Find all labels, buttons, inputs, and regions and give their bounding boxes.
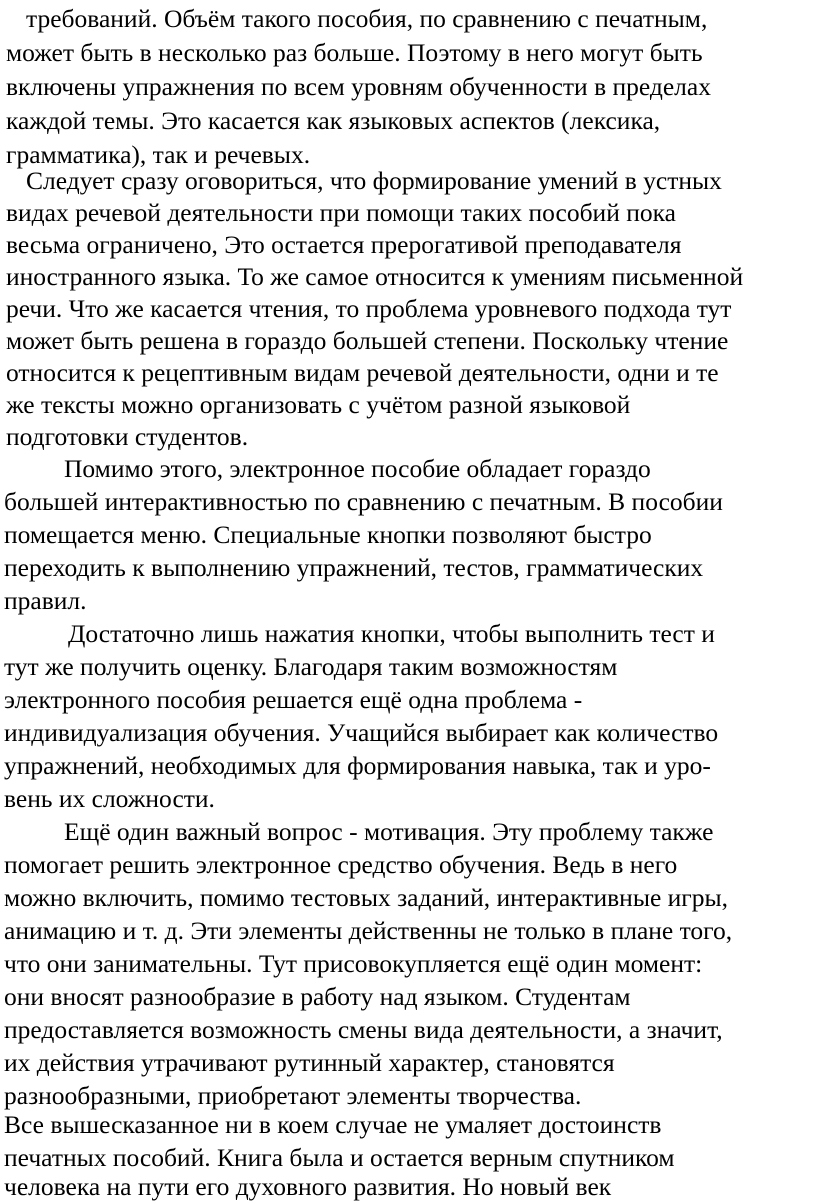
paragraph-4-line-3: электронного пособия решается ещё одна проблема - — [4, 685, 583, 714]
paragraph-5-line-7: предоставляется возможность смены вида деятельности, а значит, — [4, 1015, 723, 1044]
paragraph-6-line-2: печатных пособий. Книга была и остается верным спутником — [4, 1143, 675, 1172]
paragraph-5-line-5: что они занимательны. Тут присовокупляется ещё один момент: — [4, 949, 703, 978]
paragraph-1-line-4: каждой темы. Это касается как языковых аспектов (лексика, — [6, 106, 661, 135]
paragraph-4-line-5: упражнений, необходимых для формирования навыка, так и уро- — [4, 751, 711, 780]
paragraph-3-line-2: большей интерактивностью по сравнению с печатным. В пособии — [4, 487, 723, 516]
paragraph-5-line-6: они вносят разнообразие в работу над языком. Студентам — [4, 982, 631, 1011]
paragraph-2-line-8: же тексты можно организовать с учётом разной языковой — [6, 390, 631, 419]
paragraph-2-line-5: речи. Что же касается чтения, то проблема уровневого подхода тут — [6, 294, 732, 323]
paragraph-4-line-2: тут же получить оценку. Благодаря таким возможностям — [4, 652, 618, 681]
paragraph-4-line-6: вень их сложности. — [4, 784, 215, 813]
paragraph-6-line-1: Все вышесказанное ни в коем случае не умаляет достоинств — [4, 1110, 662, 1139]
paragraph-2-line-6: может быть решена в гораздо большей степени. Поскольку чтение — [6, 326, 729, 355]
paragraph-2-line-9: подготовки студентов. — [6, 422, 249, 451]
paragraph-3-line-4: переходить к выполнению упражнений, тестов, грамматических — [4, 553, 704, 582]
paragraph-2-line-1: Следует сразу оговориться, что формирование умений в устных — [26, 166, 722, 195]
paragraph-4-line-1: Достаточно лишь нажатия кнопки, чтобы выполнить тест и — [68, 619, 715, 648]
paragraph-5-line-4: анимацию и т. д. Эти элементы действенны не только в плане того, — [4, 916, 733, 945]
paragraph-1-line-2: может быть в несколько раз больше. Поэтому в него могут быть — [6, 38, 703, 67]
paragraph-2-line-3: весьма ограничено, Это остается прерогативой преподавателя — [6, 230, 682, 259]
paragraph-6-line-3: человека на пути его духовного развития. Но новый век — [4, 1172, 612, 1201]
paragraph-1-line-1: требований. Объём такого пособия, по сравнению с печатным, — [26, 4, 708, 33]
paragraph-1-line-3: включены упражнения по всем уровням обученности в пределах — [6, 72, 711, 101]
paragraph-3-line-3: помещается меню. Специальные кнопки позволяют быстро — [4, 520, 652, 549]
paragraph-5-line-9: разнообразными, приобретают элементы творчества. — [4, 1081, 582, 1110]
paragraph-3-line-5: правил. — [4, 586, 87, 615]
paragraph-3-line-1: Помимо этого, электронное пособие обладает гораздо — [64, 454, 651, 483]
paragraph-1-line-5: грамматика), так и речевых. — [6, 140, 311, 169]
paragraph-4-line-4: индивидуализация обучения. Учащийся выбирает как количество — [4, 718, 719, 747]
paragraph-5-line-3: можно включить, помимо тестовых заданий, интерактивные игры, — [4, 883, 729, 912]
paragraph-2-line-2: видах речевой деятельности при помощи таких пособий пока — [6, 198, 676, 227]
paragraph-2-line-4: иностранного языка. То же самое относится к умениям письменной — [6, 262, 744, 291]
paragraph-2-line-7: относится к рецептивным видам речевой деятельности, одни и те — [6, 358, 719, 387]
paragraph-5-line-2: помогает решить электронное средство обучения. Ведь в него — [4, 850, 678, 879]
paragraph-5-line-8: их действия утрачивают рутинный характер, становятся — [4, 1048, 615, 1077]
paragraph-5-line-1: Ещё один важный вопрос - мотивация. Эту проблему также — [64, 817, 714, 846]
